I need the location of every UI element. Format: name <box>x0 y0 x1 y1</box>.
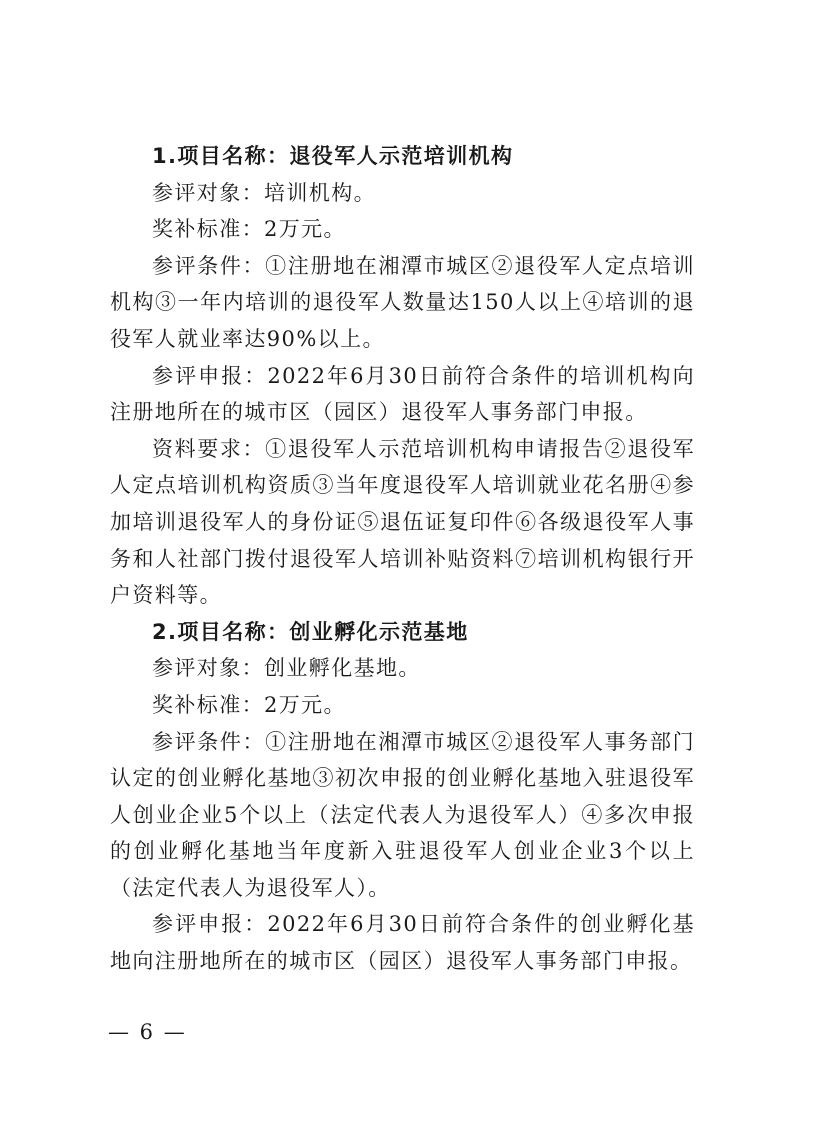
section2-target: 参评对象：创业孵化基地。 <box>152 656 421 681</box>
section1-title: 1.项目名称：退役军人示范培训机构 <box>152 144 514 168</box>
document-body <box>110 138 695 980</box>
section1-conditions: 参评条件：①注册地在湘潭市城区②退役军人定点培训机构③一年内培训的退役军人数量达150人以上④培训的退役军人就业率达90%以上。 <box>110 253 695 351</box>
section2-application: 参评申报：2022年6月30日前符合条件的创业孵化基地向注册地所在的城市区（园区）退役军人事务部门申报。 <box>110 912 695 974</box>
section2-title: 2.项目名称：创业孵化示范基地 <box>152 619 469 644</box>
section2-conditions: 参评条件：①注册地在湘潭市城区②退役军人事务部门认定的创业孵化基地③初次申报的创业孵化基地入驻退役军人创业企业5个以上（法定代表人为退役军人）④多次申报的创业孵化基地当年度新入驻退役军人创业企业3个以上（法定代表人为退役军人）。 <box>110 729 695 900</box>
section1-reward: 奖补标准：2万元。 <box>152 217 346 242</box>
section1-application: 参评申报：2022年6月30日前符合条件的培训机构向注册地所在的城市区（园区）退役军人事务部门申报。 <box>110 363 695 425</box>
section1-target: 参评对象：培训机构。 <box>152 180 376 205</box>
section2-reward: 奖补标准：2万元。 <box>152 692 346 717</box>
page-number: — 6 — <box>108 1020 187 1044</box>
section1-materials: 资料要求：①退役军人示范培训机构申请报告②退役军人定点培训机构资质③当年度退役军人培训就业花名册④参加培训退役军人的身份证⑤退伍证复印件⑥各级退役军人事务和人社部门拨付退役军人培训补贴资料⑦培训机构银行开户资料等。 <box>110 436 695 608</box>
